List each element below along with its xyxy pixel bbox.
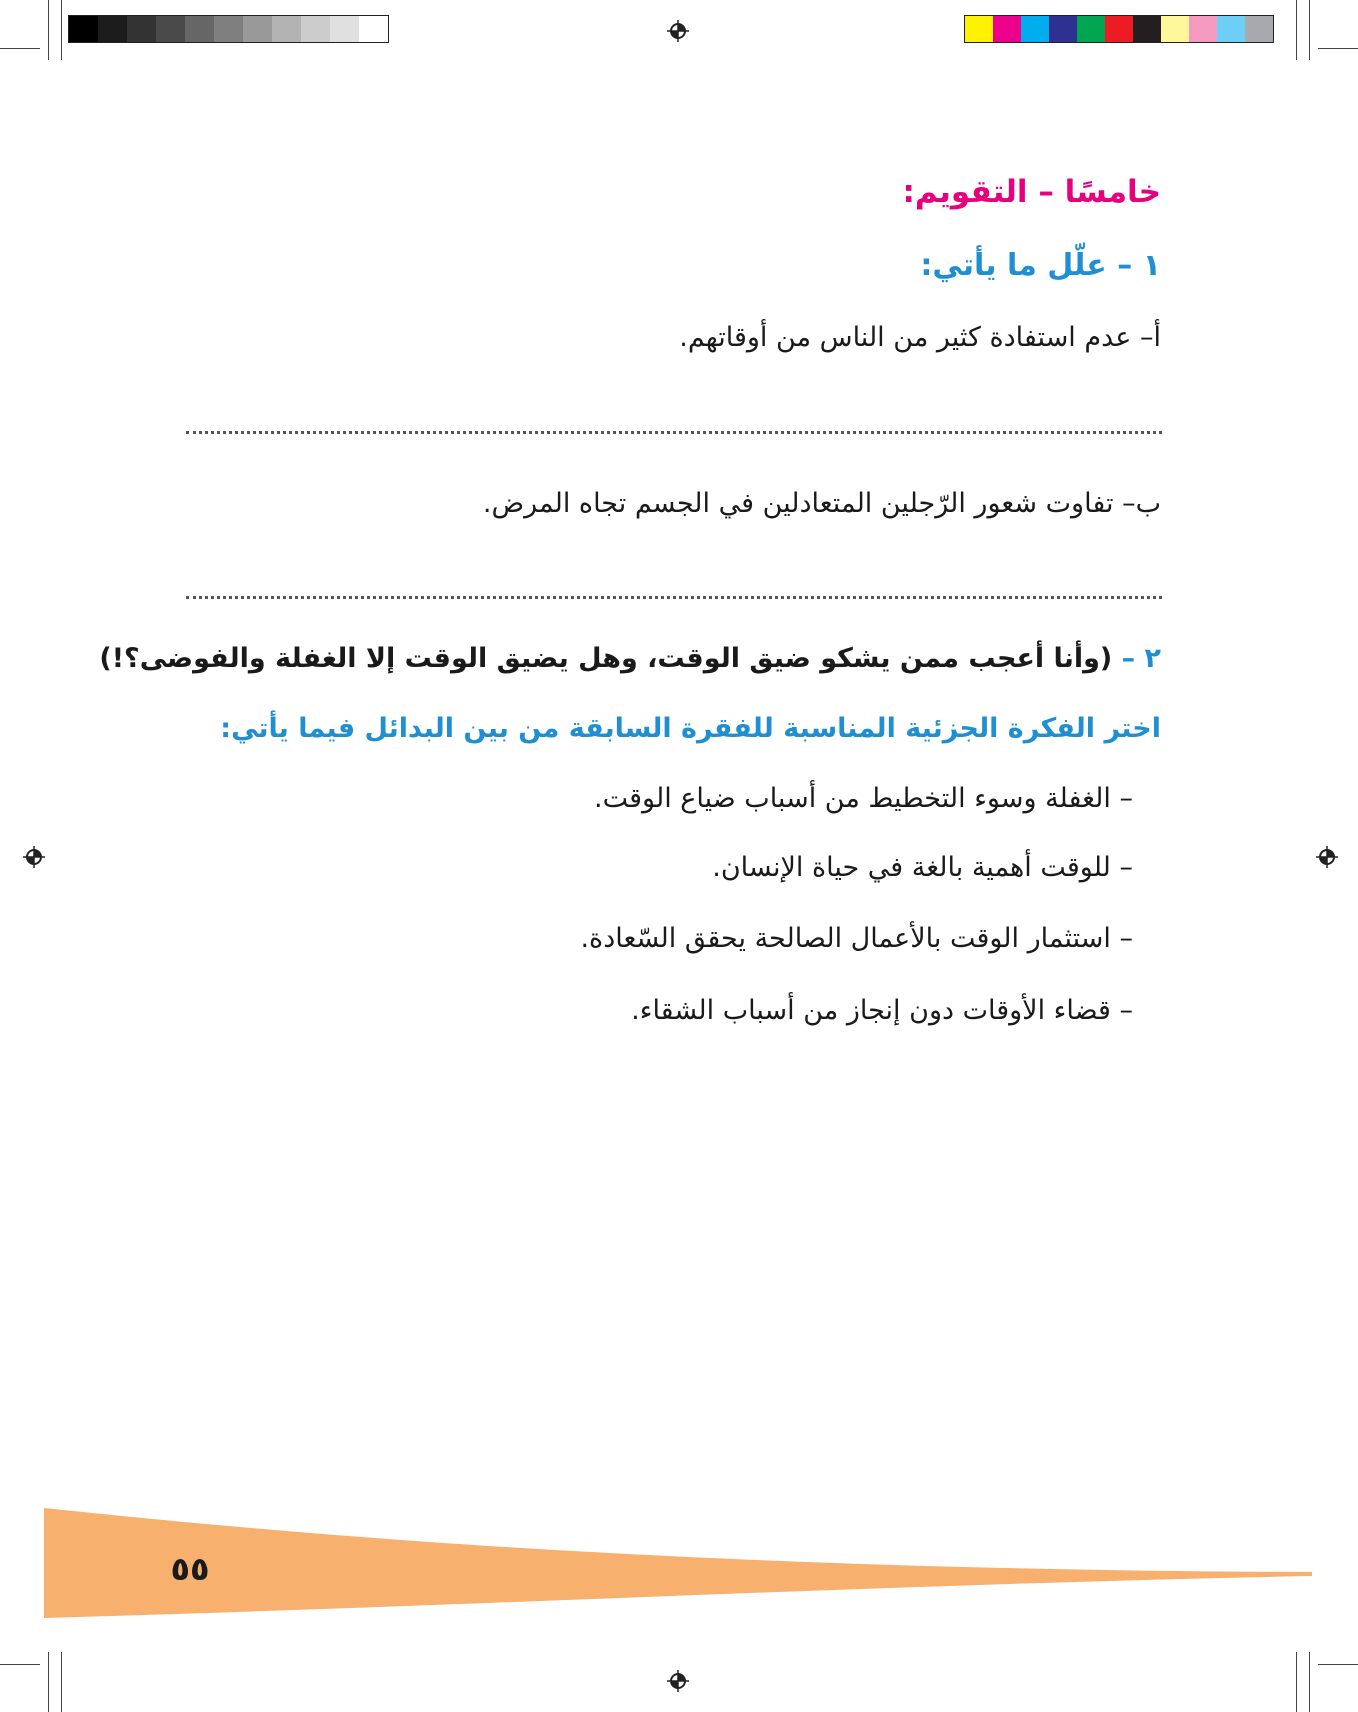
item-a-label: أ–	[1139, 322, 1161, 353]
registration-mark-right-icon	[1316, 846, 1338, 868]
question-2-quote	[99, 643, 1161, 674]
crop-mark-bottom-left-v2	[61, 1652, 62, 1712]
gray-swatch	[98, 16, 127, 42]
question-2-number: ٢ –	[1121, 643, 1161, 674]
crop-mark-top-right-v2	[1309, 0, 1310, 60]
gray-swatch	[69, 16, 98, 42]
color-calibration-bar	[964, 15, 1274, 43]
gray-swatch	[127, 16, 156, 42]
question-2-instruction: اختر الفكرة الجزئية المناسبة للفقرة السابقة من بين البدائل فيما يأتي:	[220, 713, 1161, 744]
crop-mark-top-left-v	[48, 0, 49, 60]
color-swatch	[1077, 16, 1105, 42]
gray-swatch	[272, 16, 301, 42]
color-swatch	[1021, 16, 1049, 42]
option-3[interactable]: – استثمار الوقت بالأعمال الصالحة يحقق السّعادة.	[580, 923, 1133, 954]
question-1-item-a	[679, 322, 1161, 353]
option-4[interactable]: – قضاء الأوقات دون إنجاز من أسباب الشقاء.	[631, 995, 1133, 1026]
item-b-text: تفاوت شعور الرّجلين المتعادلين في الجسم تجاه المرض.	[482, 488, 1123, 519]
crop-mark-top-right-v	[1296, 0, 1297, 60]
color-swatch	[1133, 16, 1161, 42]
page-number: ٥٥	[170, 1550, 210, 1588]
gray-swatch	[301, 16, 330, 42]
question-1-heading: ١ – علّل ما يأتي:	[920, 248, 1161, 283]
question-1-item-b	[483, 488, 1161, 519]
gray-swatch	[156, 16, 185, 42]
crop-mark-top-right-h	[1318, 48, 1358, 49]
crop-mark-bottom-right-h	[1318, 1664, 1358, 1665]
question-2-quote-text: (وأنا أعجب ممن يشكو ضيق الوقت، وهل يضيق الوقت إلا الغفلة والفوضى؟!)	[99, 643, 1122, 674]
gray-swatch	[185, 16, 214, 42]
crop-mark-top-left-v2	[61, 0, 62, 60]
color-swatch	[1245, 16, 1273, 42]
gray-swatch	[243, 16, 272, 42]
registration-mark-bottom-icon	[667, 1670, 689, 1692]
gray-swatch	[359, 16, 388, 42]
registration-mark-top-icon	[667, 20, 689, 42]
gray-swatch	[330, 16, 359, 42]
option-1[interactable]: – الغفلة وسوء التخطيط من أسباب ضياع الوقت.	[594, 783, 1133, 814]
gray-swatch	[214, 16, 243, 42]
answer-line-b[interactable]	[186, 596, 1162, 599]
crop-mark-bottom-right-v2	[1309, 1652, 1310, 1712]
item-a-text: عدم استفادة كثير من الناس من أوقاتهم.	[679, 322, 1140, 353]
grayscale-calibration-bar	[68, 15, 389, 43]
registration-mark-left-icon	[23, 846, 45, 868]
crop-mark-bottom-left-h	[0, 1664, 40, 1665]
color-swatch	[1161, 16, 1189, 42]
answer-line-a[interactable]	[186, 431, 1162, 434]
color-swatch	[1217, 16, 1245, 42]
color-swatch	[1189, 16, 1217, 42]
crop-mark-bottom-right-v	[1296, 1652, 1297, 1712]
crop-mark-top-left-h	[0, 48, 40, 49]
crop-mark-bottom-left-v	[48, 1652, 49, 1712]
color-swatch	[1105, 16, 1133, 42]
option-2[interactable]: – للوقت أهمية بالغة في حياة الإنسان.	[712, 852, 1133, 883]
color-swatch	[1049, 16, 1077, 42]
section-title: خامسًا – التقويم:	[902, 174, 1161, 210]
color-swatch	[993, 16, 1021, 42]
item-b-label: ب–	[1122, 488, 1161, 519]
color-swatch	[965, 16, 993, 42]
